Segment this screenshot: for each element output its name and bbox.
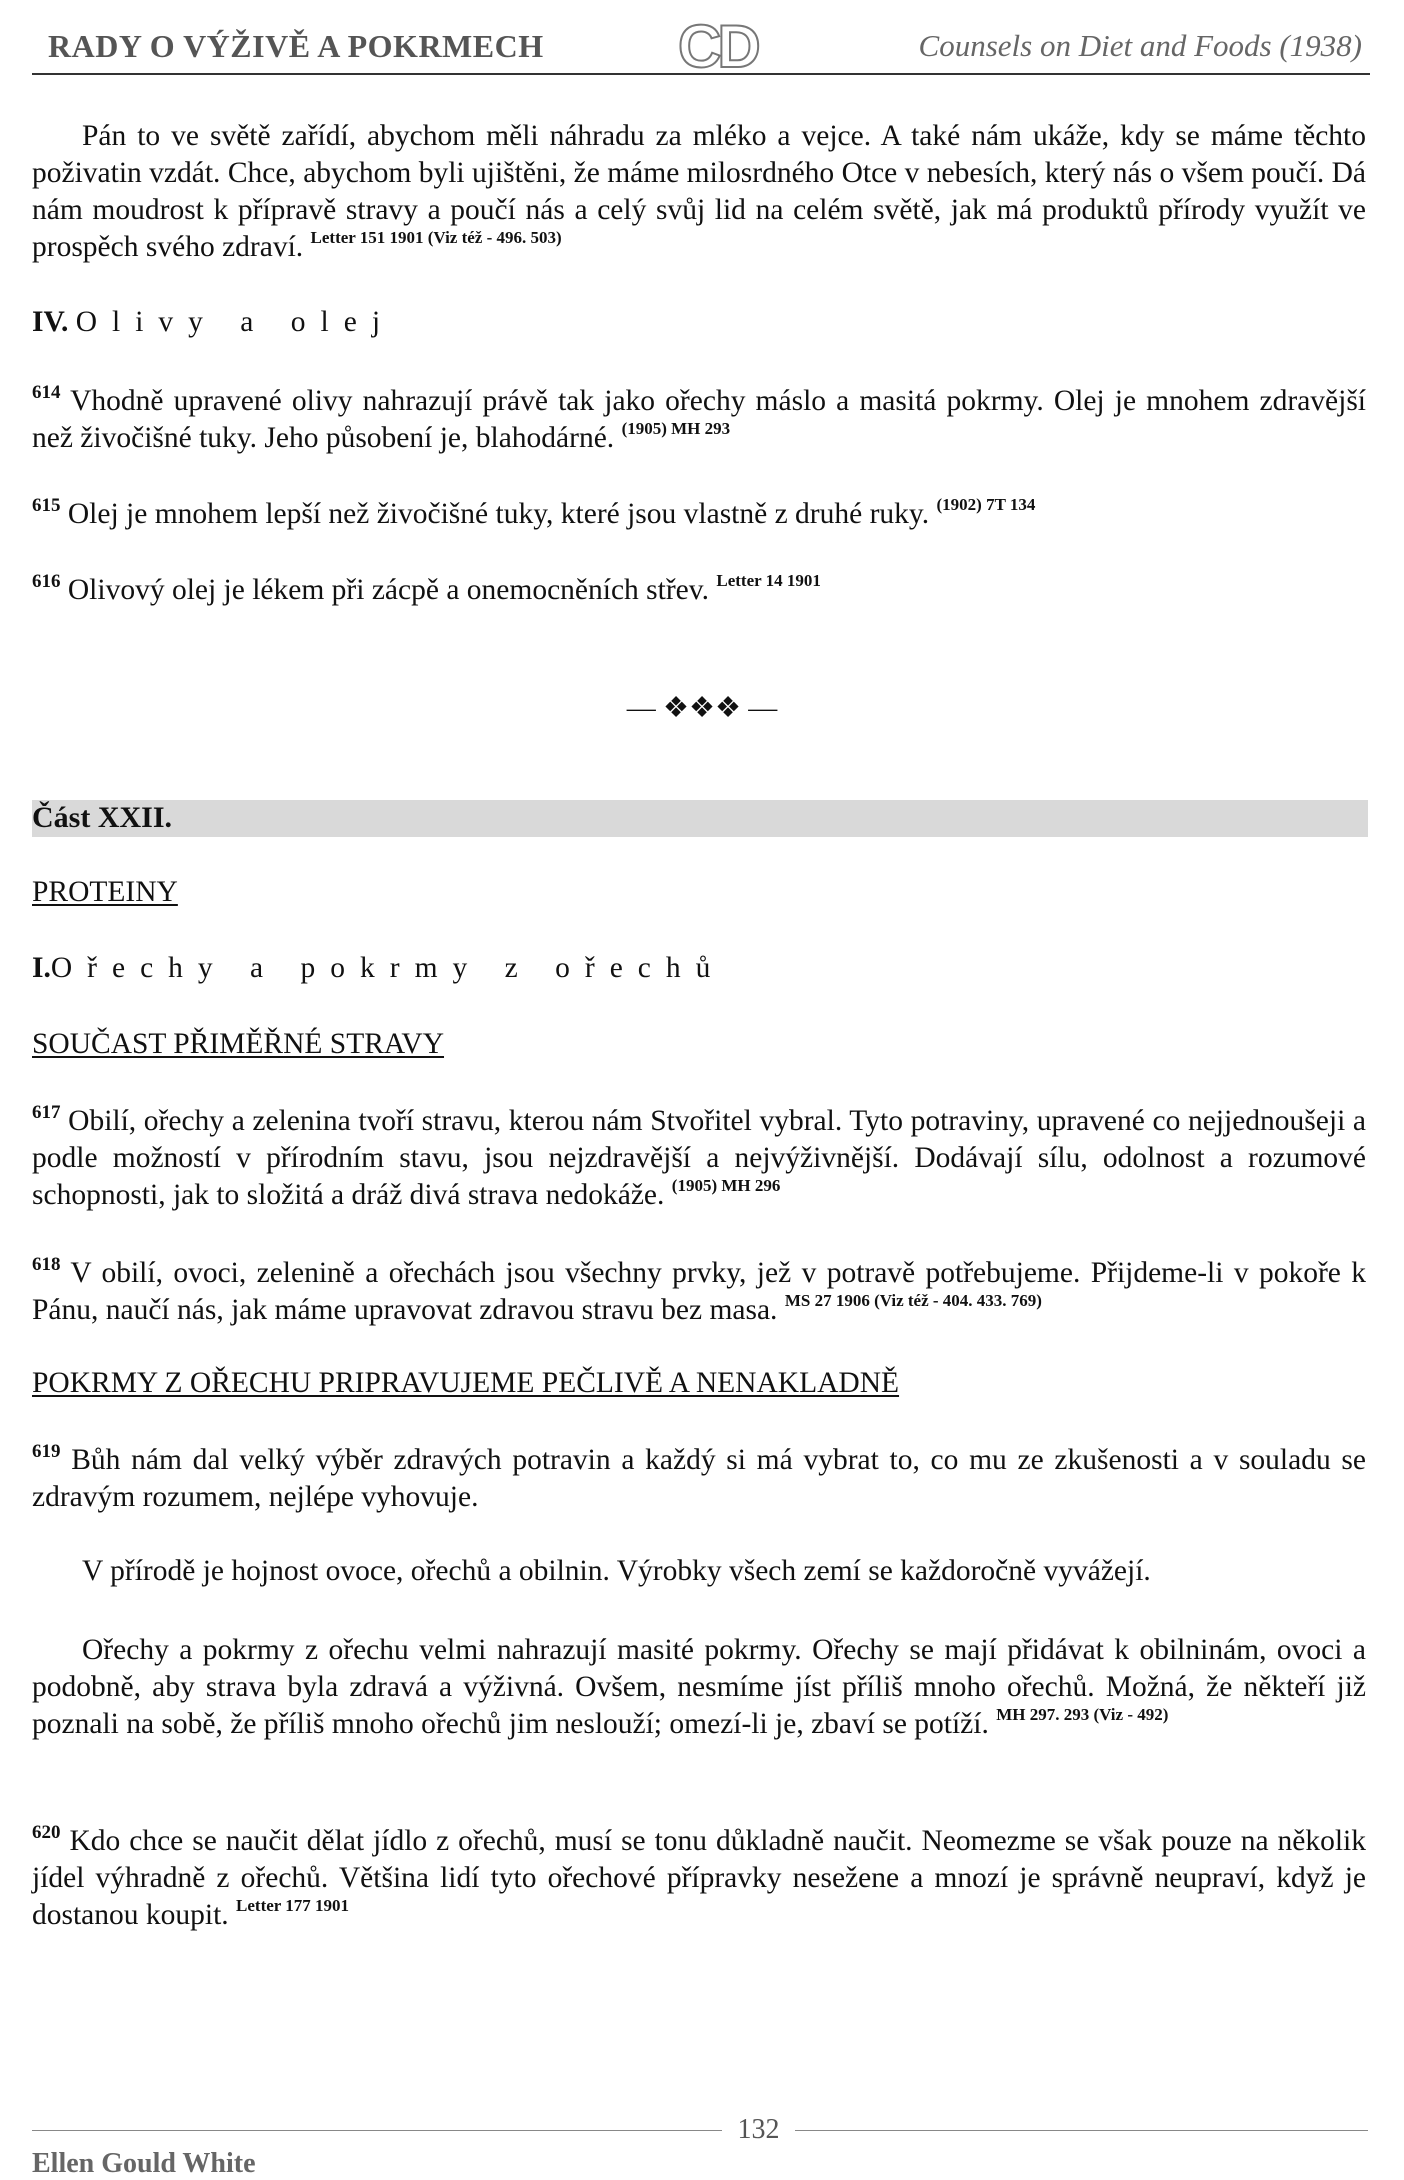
paragraph-text: Olivový olej je lékem při zácpě a onemocněních střev.	[67, 574, 709, 606]
page-number: 132	[737, 2114, 780, 2145]
section-heading-iv	[32, 306, 1366, 339]
reference: MS 27 1906 (Viz též - 404. 433. 769)	[784, 1291, 1042, 1310]
reference: Letter 151 1901 (Viz též - 496. 503)	[310, 228, 562, 247]
part-subtitle-block	[32, 876, 1366, 909]
paragraph-text: Ořechy a pokrmy z ořechu velmi nahrazují masité pokrmy. Ořechy se mají přidávat k obilninám, ovoci a podobně, aby strava byla zdravá a výživná. Ovšem, nesmíme jíst příliš mnoho ořechů. Možná, že někteří již poznali na sobě, že příliš mnoho ořechů jim neslouží; omezí-li je, zbaví se potíží.	[32, 1634, 1366, 1740]
paragraph-text: Vhodně upravené olivy nahrazují právě tak jako ořechy máslo a masitá pokrmy. Olej je mnohem zdravější než živočišné tuky. Jeho působení je, blahodárné.	[32, 385, 1367, 454]
reference: (1905) MH 296	[671, 1176, 781, 1195]
paragraph-text: V přírodě je hojnost ovoce, ořechů a obilnin. Výrobky všech zemí se každoročně vyvážejí.	[82, 1555, 1151, 1587]
section-title: Ořechy a pokrmy z ořechů	[50, 952, 726, 984]
paragraph-616	[32, 572, 1366, 609]
section-ornament: — ❖❖❖ —	[626, 692, 778, 724]
running-head-subtitle: Counsels on Diet and Foods (1938)	[918, 28, 1362, 63]
paragraph-618	[32, 1255, 1366, 1329]
paragraph-text: Bůh nám dal velký výběr zdravých potravin a každý si má vybrat to, co mu ze zkušenosti a v souladu se zdravým rozumem, nejlépe vyhovuje.	[32, 1444, 1366, 1513]
reference: (1905) MH 293	[621, 419, 731, 438]
paragraph-619	[32, 1442, 1366, 1516]
subhead-1-block	[32, 1028, 1366, 1061]
reference: (1902) 7T 134	[936, 495, 1036, 514]
subheading: SOUČAST PŘIMĚŘNÉ STRAVY	[32, 1028, 445, 1060]
paragraph-text: V obilí, ovoci, zelenině a ořechách jsou všechny prvky, jež v potravě potřebujeme. Přijdeme-li v pokoře k Pánu, naučí nás, jak máme upravovat zdravou stravu bez masa.	[32, 1257, 1366, 1326]
part-title: Část XXII.	[32, 801, 173, 834]
paragraph-number: 615	[32, 495, 61, 516]
paragraph-text: Olej je mnohem lepší než živočišné tuky, které jsou vlastně z druhé ruky.	[67, 498, 930, 530]
section-title: Olivy a olej	[75, 306, 396, 338]
paragraph-number: 617	[32, 1102, 61, 1123]
paragraph-number: 616	[32, 571, 61, 592]
paragraph-number: 614	[32, 382, 61, 403]
footer-author: Ellen Gould White	[32, 2148, 256, 2179]
paragraph-617	[32, 1103, 1366, 1214]
paragraph-614	[32, 383, 1366, 457]
paragraph-619c	[32, 1632, 1366, 1743]
intro-block	[32, 118, 1366, 266]
header-rule	[32, 73, 1370, 75]
reference: MH 297. 293 (Viz - 492)	[996, 1705, 1169, 1724]
section-numeral: IV.	[32, 306, 69, 338]
part-subtitle: PROTEINY	[32, 876, 178, 908]
subheading: POKRMY Z OŘECHU PRIPRAVUJEME PEČLIVĚ A NENAKLADNĚ	[32, 1367, 900, 1399]
paragraph-620	[32, 1823, 1366, 1934]
intro-text: Pán to ve světě zařídí, abychom měli náhradu za mléko a vejce. A také nám ukáže, kdy se máme těchto poživatin vzdát. Chce, abychom byli ujištěni, že máme milosrdného Otce v nebesích, který nás o všem poučí. Dá nám moudrost k přípravě stravy a poučí nás a celý svůj lid na celém světě, jak má produktů přírody využít ve prospěch svého zdraví.	[32, 120, 1366, 263]
footer-rule-left	[32, 2130, 722, 2131]
paragraph-text: Obilí, ořechy a zelenina tvoří stravu, kterou nám Stvořitel vybral. Tyto potraviny, upravené co nejjednoušeji a podle možností v přírodním stavu, jsou nejzdravější a nejvýživnější. Dodávají sílu, odolnost a rozumové schopnosti, jak to složitá a dráž divá strava nedokáže.	[32, 1105, 1366, 1211]
reference: Letter 14 1901	[716, 571, 821, 590]
subhead-2-block	[32, 1367, 1366, 1400]
section-heading-i	[32, 952, 1366, 985]
intro-paragraph	[32, 118, 1366, 266]
cd-logo: CD	[678, 13, 757, 80]
section-numeral: I.	[32, 952, 51, 984]
footer-rule-right	[795, 2130, 1368, 2131]
paragraph-615	[32, 496, 1366, 533]
running-head-title: RADY O VÝŽIVĚ A POKRMECH	[48, 28, 544, 64]
paragraph-number: 619	[32, 1441, 61, 1462]
reference: Letter 177 1901	[236, 1896, 350, 1915]
paragraph-text: Kdo chce se naučit dělat jídlo z ořechů, musí se tonu důkladně naučit. Neomezme se však pouze na několik jídel výhradně z ořechů. Většina lidí tyto ořechové přípravky nesežene a mnozí je správně neupraví, když je dostanou koupit.	[32, 1825, 1367, 1931]
paragraph-619b	[32, 1553, 1366, 1590]
paragraph-number: 618	[32, 1254, 61, 1275]
paragraph-number: 620	[32, 1822, 61, 1843]
part-band	[32, 800, 1368, 837]
